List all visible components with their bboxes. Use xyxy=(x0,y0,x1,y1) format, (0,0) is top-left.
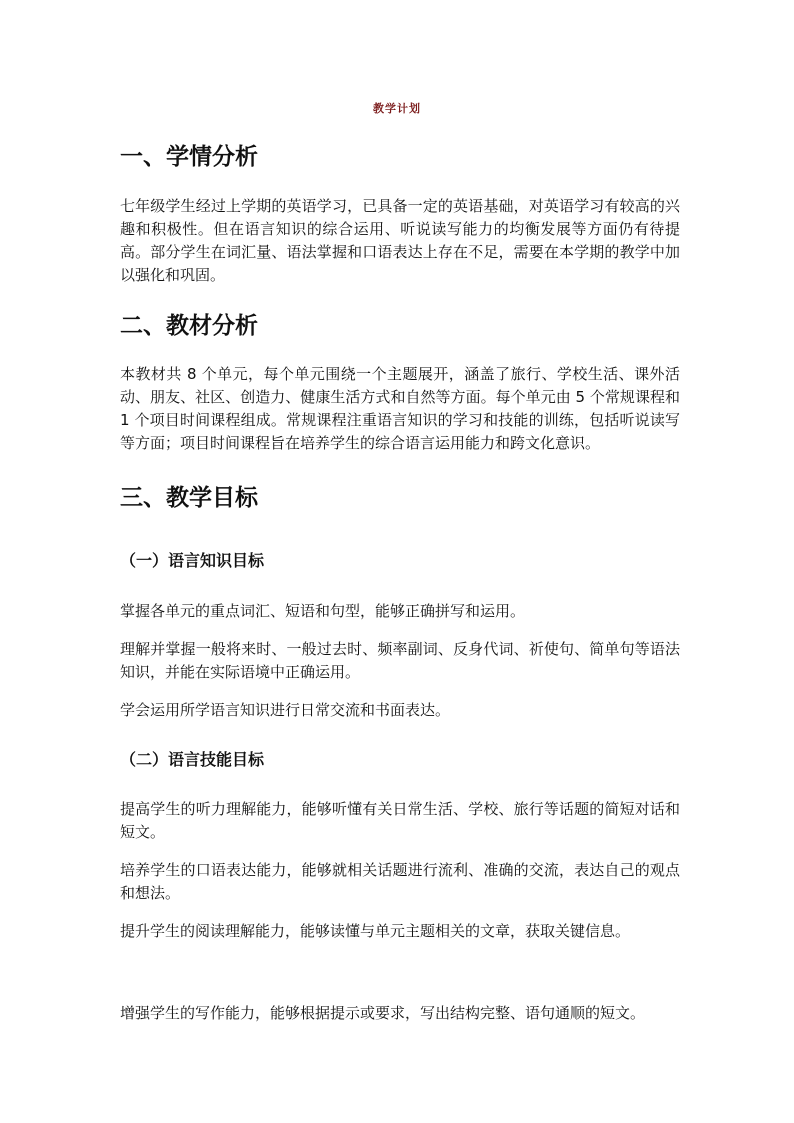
goal-item: 学会运用所学语言知识进行日常交流和书面表达。 xyxy=(120,701,451,719)
goal-item: 增强学生的写作能力，能够根据提示或要求，写出结构完整、语句通顺的短文。 xyxy=(120,1004,646,1022)
document-body xyxy=(120,140,680,1025)
goal-item: 培养学生的口语表达能力，能够就相关话题进行流利、准确的交流，表达自己的观点和想法。 xyxy=(120,861,680,902)
section-heading-teaching-goals: 三、教学目标 xyxy=(120,485,258,511)
section-heading-textbook-analysis: 二、教材分析 xyxy=(120,313,258,339)
goal-item: 掌握各单元的重点词汇、短语和句型，能够正确拼写和运用。 xyxy=(120,602,526,620)
goal-item: 提高学生的听力理解能力，能够听懂有关日常生活、学校、旅行等话题的简短对话和短文。 xyxy=(120,800,680,841)
section-heading-student-analysis: 一、学情分析 xyxy=(120,144,258,170)
goal-item: 提升学生的阅读理解能力，能够读懂与单元主题相关的文章，获取关键信息。 xyxy=(120,922,631,940)
paragraph-student-analysis: 七年级学生经过上学期的英语学习，已具备一定的英语基础，对英语学习有较高的兴趣和积极性。但在语言知识的综合运用、听说读写能力的均衡发展等方面仍有待提高。部分学生在词汇量、语法掌握和口语表达上存在不足，需要在本学期的教学中加以强化和巩固。 xyxy=(120,197,680,284)
paragraph-textbook-analysis: 本教材共 8 个单元，每个单元围绕一个主题展开，涵盖了旅行、学校生活、课外活动、朋友、社区、创造力、健康生活方式和自然等方面。每个单元由 5 个常规课程和 1 个项目时间课程组成。常规课程注重语言知识的学习和技能的训练，包括听说读写等方面；项目时间课程旨在培养学生的综合语言运用能力和跨文化意识。 xyxy=(120,365,680,452)
document-header-title: 教学计划 xyxy=(373,102,421,115)
subsection-heading-language-skills: （二）语言技能目标 xyxy=(120,750,265,769)
subsection-heading-language-knowledge: （一）语言知识目标 xyxy=(120,551,265,570)
goal-item: 理解并掌握一般将来时、一般过去时、频率副词、反身代词、祈使句、简单句等语法知识，并能在实际语境中正确运用。 xyxy=(120,640,680,681)
